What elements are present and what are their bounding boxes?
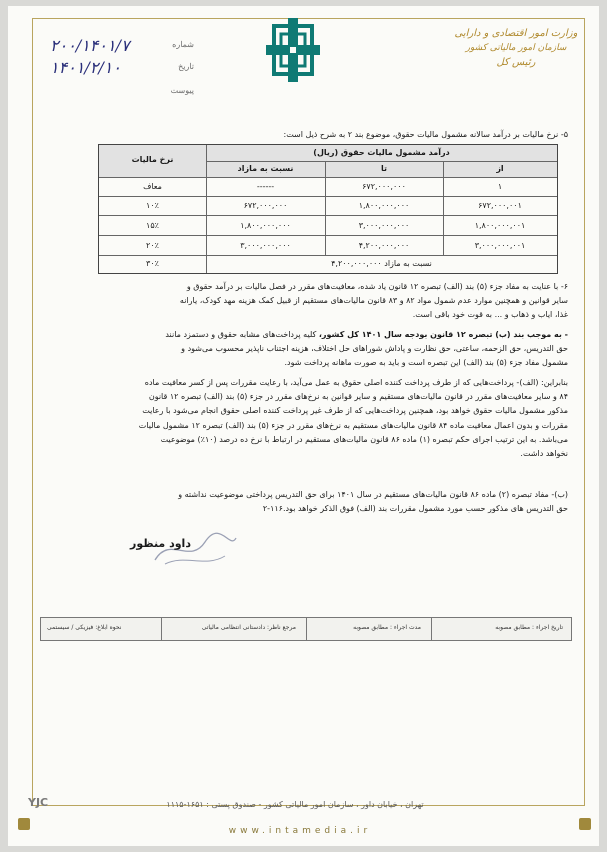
org-name: سازمان امور مالیاتی کشور (465, 43, 567, 53)
date-value: ۱۴۰۱/۲/۱۰ (50, 58, 121, 77)
paragraph-6-line: سایر قوانین و همچنین موارد عدم شمول مواد ۸۲ و ۸۳ قانون مالیات‌های مستقیم از قبیل کمک هزینه مهد کودک، یارانه (179, 296, 568, 306)
tax-org-logo-icon (266, 18, 320, 82)
table-cell-rate: ۱۵٪ (146, 221, 159, 230)
table-cell-last-rate: ۳۰٪ (146, 259, 159, 268)
table-cell-from: ۳,۰۰۰,۰۰۰,۰۰۱ (474, 241, 526, 250)
table-cell-rate: معاف (143, 182, 162, 191)
paragraph-9 (38, 488, 568, 516)
paragraph-7-line: مشمول مفاد جزء (۵) بند (الف) این تبصره است و باید به صورت ماهانه پرداخت شود. (284, 358, 568, 368)
col-header-excess: نسبت به مازاد (237, 164, 294, 173)
table-cell-from: ۱,۸۰۰,۰۰۰,۰۰۱ (474, 221, 526, 230)
paragraph-6-line: ۶- با عنایت به مفاد جزء (۵) بند (الف) تبصره ۱۲ قانون یاد شده، معافیت‌های مقرر در فصل مالیات بر درآمد حقوق و (186, 282, 568, 291)
paragraph-7-line (38, 328, 568, 342)
execution-info-box (40, 617, 572, 641)
paragraph-7 (38, 328, 568, 371)
table-cell-excess: ۱,۸۰۰,۰۰۰,۰۰۰ (240, 221, 291, 230)
col-header-rate: نرخ مالیات (131, 155, 174, 164)
paragraph-6-line: غذا، ایاب و ذهاب و ... به قوت خود باقی است. (412, 310, 568, 320)
col-header-group: درآمد مشمول مالیات حقوق (ریال) (313, 148, 450, 157)
table-cell-to: ۴,۲۰۰,۰۰۰,۰۰۰ (358, 241, 410, 250)
letter-meta (44, 36, 194, 94)
corner-mark-icon (18, 818, 30, 830)
supervising-authority: مرجع ناظر: دادستانی انتظامی مالیاتی (201, 624, 296, 631)
paragraph-8 (38, 376, 568, 461)
signature-scribble-icon (150, 530, 240, 570)
table-cell-excess: ------ (256, 182, 275, 191)
table-cell-from: ۱ (497, 182, 503, 191)
paragraph-8-line: نخواهد داشت. (520, 449, 568, 459)
watermark-logo: YJC (28, 796, 49, 809)
paragraph-8-line: مقررات و بدون اعمال معافیت ماده ۸۴ قانون مالیات‌های مستقیم به نرخ‌های مقرر در جزء (۵) بند (الف) تبصره ۱۲ مشمول مالیات (138, 420, 568, 430)
paragraph-7-text: کلیه پرداخت‌های مشابه حقوق و دستمزد مانند (165, 330, 317, 339)
office-name: رئیس کل (496, 57, 536, 68)
website-url: www.intamedia.ir (228, 826, 372, 836)
table-cell-last-range: نسبت به مازاد ۴,۲۰۰,۰۰۰,۰۰۰ (331, 259, 432, 268)
table-cell-to: ۶۷۲,۰۰۰,۰۰۰ (362, 182, 406, 191)
notification-method: نحوه ابلاغ: فیزیکی / سیستمی (47, 624, 122, 631)
paragraph-9-line: حق التدریس های مذکور حسب مورد مشمول مقررات بند (الف) فوق الذکر خواهد بود.۱۱۶-۲ (262, 504, 568, 514)
paragraph-7-line: حق التدریس، حق الزحمه، ساعتی، حق نظارت و پاداش شوراهای حل اختلاف، هزینه اجتناب ناپذیر محسوب می‌شود و (181, 344, 568, 354)
col-header-from: از (496, 164, 504, 173)
paragraph-6 (38, 280, 568, 323)
paragraph-8-line: می‌باشد. به این ترتیب اجرای حکم تبصره (۱) ماده ۸۶ قانون مالیات‌های مستقیم در ارتباط با نرخ ده درصد (۱۰٪) موضوعیت (160, 434, 568, 444)
number-value: ۲۰۰/۱۴۰۱/۷ (50, 36, 130, 55)
letterhead-ministry (431, 28, 601, 68)
execution-date: تاریخ اجراء : مطابق مصوبه (495, 624, 563, 631)
paragraph-7-lead: - به موجب بند (ب) تبصره ۱۲ قانون بودجه سال ۱۴۰۱ کل کشور، (318, 330, 568, 339)
number-label: شماره (172, 40, 194, 49)
paragraph-5: ۵- نرخ مالیات بر درآمد سالانه مشمول مالیات حقوق، موضوع بند ۲ به شرح ذیل است: (283, 130, 568, 139)
paragraph-8-line: بنابراین: (الف)- پرداخت‌هایی که از طرف پرداخت کننده اصلی حقوق به عمل می‌آید، با رعایت مقررات پس از کسر معافیت ماده (144, 378, 568, 387)
ministry-name: وزارت امور اقتصادی و دارایی (454, 28, 578, 39)
table-cell-excess: ۳,۰۰۰,۰۰۰,۰۰۰ (240, 241, 291, 250)
paragraph-8-line: مذکور مشمول مالیات حقوق خواهد بود، همچنین پرداخت‌هایی که از طرف غیر پرداخت کننده اصلی حقوق انجام می‌شود با رعایت (142, 406, 568, 416)
paragraph-8-line: ۸۴ و سایر معافیت‌های مقرر در قانون مالیات‌های مستقیم و سایر قوانین به نرخ‌های مقرر در جزء (۵) بند (الف) تبصره ۱۲ قانون (148, 392, 568, 402)
paragraph-9-line: (ب)- مفاد تبصره (۲) ماده ۸۶ قانون مالیات‌های مستقیم در سال ۱۴۰۱ برای حق التدریس پرداختی موضوعیت نداشته و (178, 490, 568, 499)
date-label: تاریخ (178, 62, 194, 71)
table-cell-rate: ۲۰٪ (146, 241, 159, 250)
table-cell-from: ۶۷۲,۰۰۰,۰۰۱ (478, 201, 522, 210)
tax-rate-table (98, 144, 558, 274)
table-cell-to: ۱,۸۰۰,۰۰۰,۰۰۰ (358, 201, 410, 210)
execution-duration: مدت اجراء : مطابق مصوبه (353, 624, 421, 631)
col-header-to: تا (380, 164, 387, 173)
signatory-name: داود منظور (130, 537, 191, 550)
attachment-label: پیوست (170, 86, 194, 95)
table-cell-to: ۳,۰۰۰,۰۰۰,۰۰۰ (358, 221, 410, 230)
table-cell-rate: ۱۰٪ (146, 201, 159, 210)
postal-address: تهران ، خیابان داور ، سازمان امور مالیاتی کشور - صندوق پستی : ۱۶۵۱-۱۱۱۵ (166, 800, 424, 809)
corner-mark-icon (579, 818, 591, 830)
table-cell-excess: ۶۷۲,۰۰۰,۰۰۰ (243, 201, 288, 210)
